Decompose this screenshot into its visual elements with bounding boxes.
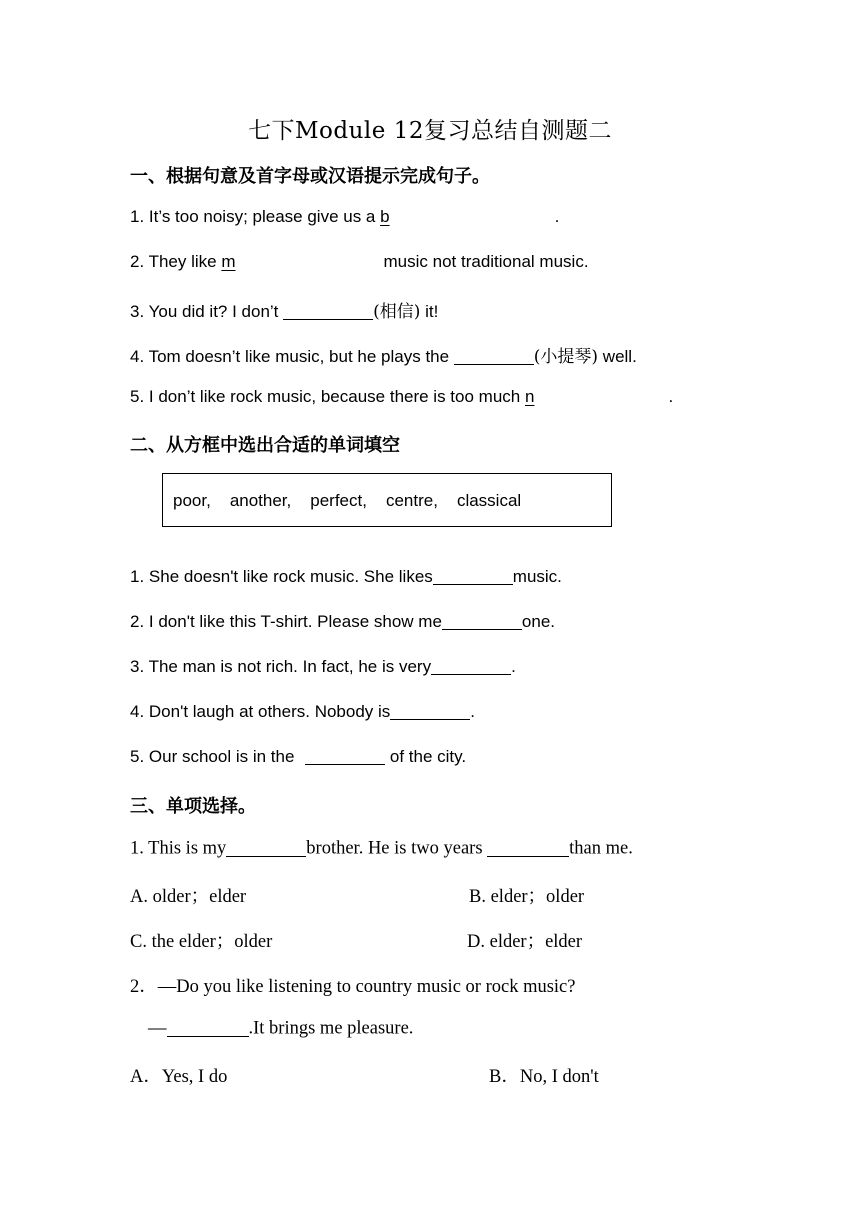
s1-question-2 bbox=[130, 252, 589, 272]
s3-q2-option-b[interactable]: B．No, I don't bbox=[489, 1067, 599, 1087]
s1-q5-text: 5. I don’t like rock music, because there is too much bbox=[130, 387, 525, 406]
s1-q1-letter: b bbox=[380, 207, 390, 226]
s1-q4-end: well. bbox=[598, 347, 637, 366]
s2-q1-text: 1. She doesn't like rock music. She likes bbox=[130, 567, 433, 586]
s2-q3-text: 3. The man is not rich. In fact, he is very bbox=[130, 657, 432, 676]
s1-q5-end: . bbox=[668, 387, 674, 406]
s3-q1-text: 1. This is my bbox=[130, 838, 227, 859]
s2-q3-answer-blank[interactable] bbox=[431, 657, 511, 675]
word-bank-box bbox=[162, 473, 612, 527]
s3-q1-mid: brother. He is two years bbox=[306, 838, 488, 859]
s3-question-1 bbox=[130, 837, 633, 860]
s2-question-3 bbox=[130, 657, 516, 677]
s2-q2-text: 2. I don't like this T-shirt. Please show me bbox=[130, 612, 442, 631]
s1-q2-answer-blank[interactable] bbox=[221, 252, 383, 271]
s3-q2-blank[interactable] bbox=[167, 1017, 249, 1037]
s1-q3-end: it! bbox=[420, 302, 439, 321]
s3-q1-blank-1[interactable] bbox=[226, 837, 306, 857]
word-bank-item: another, bbox=[229, 491, 292, 510]
s2-q4-answer-blank[interactable] bbox=[390, 702, 470, 720]
s1-q4-text: 4. Tom doesn’t like music, but he plays the bbox=[130, 347, 454, 366]
s2-q4-text: 4. Don't laugh at others. Nobody is bbox=[130, 702, 391, 721]
s1-q1-end: . bbox=[554, 207, 560, 226]
word-bank-item: perfect, bbox=[310, 491, 367, 510]
s2-question-4 bbox=[130, 702, 475, 722]
s2-question-5 bbox=[130, 747, 466, 767]
word-bank-item: classical bbox=[456, 491, 522, 510]
s1-q4-hint: (小提琴) bbox=[533, 347, 599, 367]
s2-q2-answer-blank[interactable] bbox=[442, 612, 522, 630]
s1-q3-answer-blank[interactable] bbox=[283, 302, 373, 320]
s1-q5-answer-blank[interactable] bbox=[525, 387, 668, 406]
s1-q1-text: 1. It’s too noisy; please give us a bbox=[130, 207, 381, 226]
s1-q3-text: 3. You did it? I don’t bbox=[130, 302, 284, 321]
s3-q1-option-a[interactable]: A. older；elder bbox=[130, 887, 247, 907]
s1-question-5 bbox=[130, 387, 673, 407]
s2-q2-end: one. bbox=[521, 612, 555, 631]
s1-q2-letter: m bbox=[221, 252, 236, 271]
s1-q4-answer-blank[interactable] bbox=[454, 347, 534, 365]
section3-heading: 三、单项选择。 bbox=[130, 796, 256, 817]
s1-q3-hint: (相信) bbox=[373, 302, 421, 322]
s3-q1-option-d[interactable]: D. elder；elder bbox=[467, 932, 583, 952]
s1-q2-text: 2. They like bbox=[130, 252, 222, 271]
s3-q2-dash: — bbox=[148, 1018, 167, 1039]
s3-q1-option-b[interactable]: B. elder；older bbox=[469, 887, 585, 907]
s3-q1-option-c[interactable]: C. the elder；older bbox=[130, 932, 273, 952]
s2-q1-answer-blank[interactable] bbox=[433, 567, 513, 585]
word-bank-item: poor, bbox=[173, 491, 211, 510]
s2-q5-text: 5. Our school is in the bbox=[130, 747, 300, 766]
s3-q2-text: 2．—Do you like listening to country music or rock music? bbox=[130, 977, 576, 997]
s2-q1-end: music. bbox=[512, 567, 562, 586]
s2-q5-end: of the city. bbox=[385, 747, 467, 766]
s3-q2-option-a[interactable]: A．Yes, I do bbox=[130, 1067, 228, 1087]
s2-q4-end: . bbox=[470, 702, 476, 721]
s3-q2-end: .It brings me pleasure. bbox=[248, 1018, 414, 1039]
s3-question-2-response bbox=[148, 1017, 413, 1040]
s1-question-3 bbox=[130, 297, 438, 322]
s2-question-1 bbox=[130, 567, 562, 587]
section2-heading: 二、从方框中选出合适的单词填空 bbox=[130, 435, 400, 456]
s1-question-4 bbox=[130, 342, 637, 367]
s2-q5-answer-blank[interactable] bbox=[305, 747, 385, 765]
section1-heading: 一、根据句意及首字母或汉语提示完成句子。 bbox=[130, 166, 490, 187]
s1-q1-answer-blank[interactable] bbox=[380, 207, 554, 226]
s3-q1-blank-2[interactable] bbox=[487, 837, 569, 857]
s3-q1-end: than me. bbox=[569, 838, 633, 859]
page-title: 七下Module 12复习总结自测题二 bbox=[248, 118, 612, 144]
s3-question-2 bbox=[130, 972, 575, 998]
s1-q5-letter: n bbox=[524, 387, 535, 406]
s1-question-1 bbox=[130, 207, 559, 227]
s2-q3-end: . bbox=[511, 657, 516, 676]
s2-question-2 bbox=[130, 612, 555, 632]
word-bank-item: centre, bbox=[385, 491, 438, 510]
s1-q2-end: music not traditional music. bbox=[383, 252, 589, 271]
